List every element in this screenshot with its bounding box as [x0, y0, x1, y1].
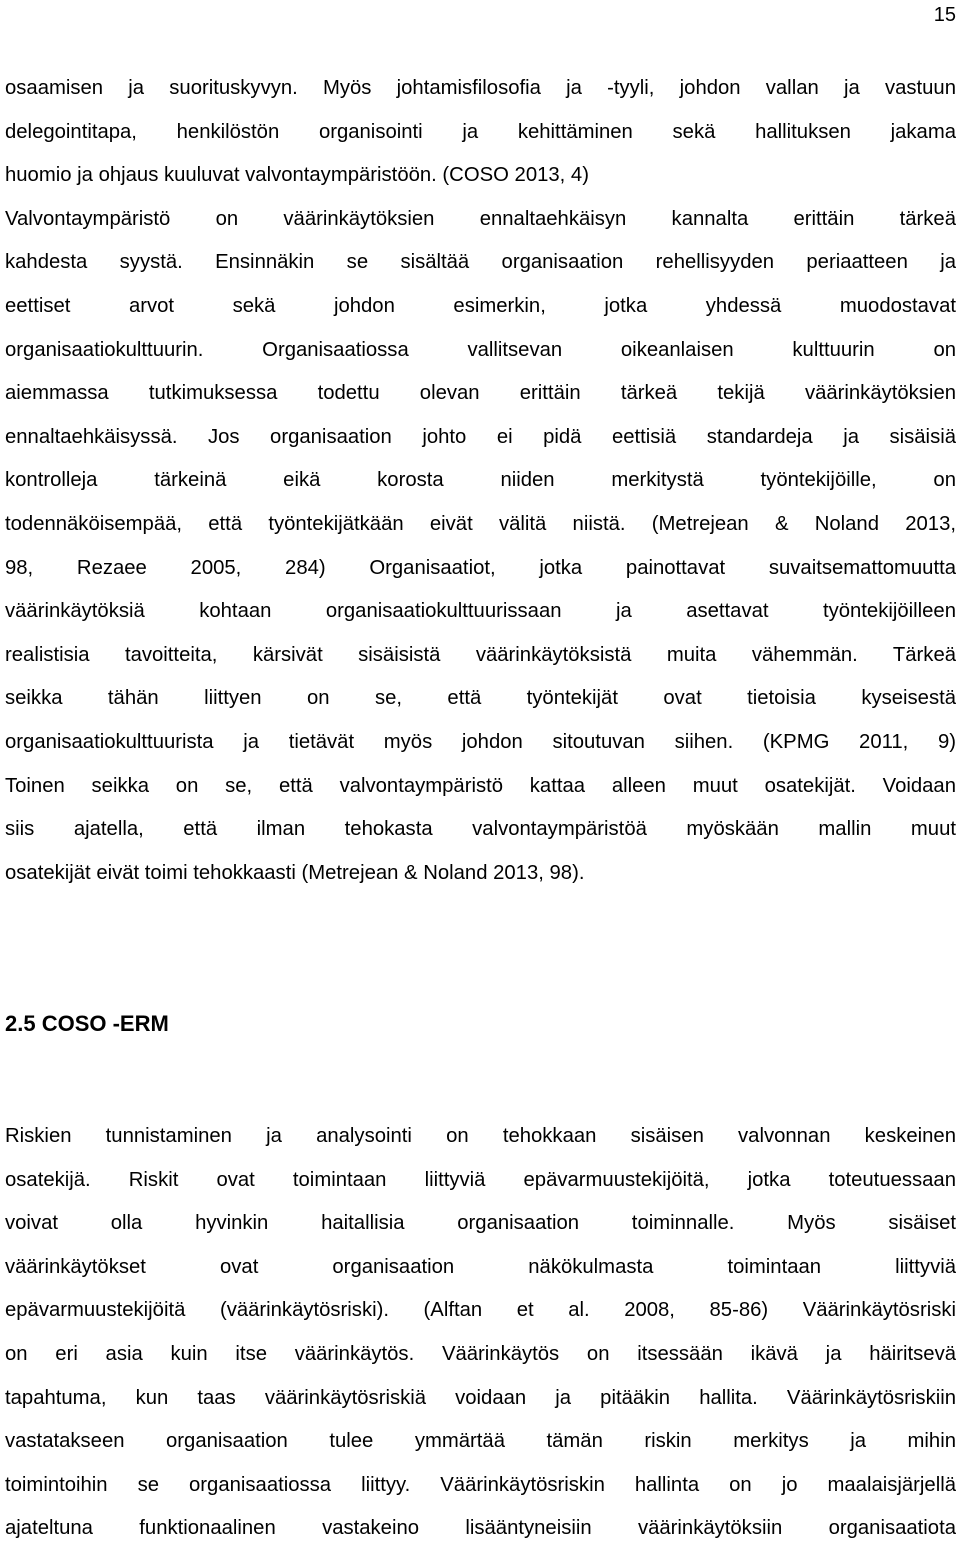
text-line: kontrolleja tärkeinä eikä korosta niiden merkitystä työntekijöille, on	[5, 469, 956, 492]
text-line: osatekijät eivät toimi tehokkaasti (Metrejean & Noland 2013, 98).	[5, 861, 585, 884]
text-line: delegointitapa, henkilöstön organisointi ja kehittäminen sekä hallituksen jakama	[5, 120, 956, 143]
body-text-upper	[5, 67, 956, 895]
text-line: väärinkäytökset ovat organisaation näkökulmasta toimintaan liittyviä	[5, 1255, 956, 1278]
paragraph-2	[5, 198, 956, 896]
text-line: huomio ja ohjaus kuuluvat valvontaympäristöön. (COSO 2013, 4)	[5, 164, 589, 187]
body-text-lower	[5, 1115, 956, 1551]
text-line: ennaltaehkäisyssä. Jos organisaation johto ei pidä eettisiä standardeja ja sisäisiä	[5, 425, 956, 448]
text-line: osatekijä. Riskit ovat toimintaan liittyviä epävarmuustekijöitä, jotka toteutuessaan	[5, 1168, 956, 1191]
text-line: aiemmassa tutkimuksessa todettu olevan erittäin tärkeä tekijä väärinkäytöksien	[5, 382, 956, 405]
text-line: ajateltuna funktionaalinen vastakeino lisääntyneisiin väärinkäytöksiin organisaatiota	[5, 1517, 956, 1540]
paragraph-1	[5, 67, 956, 198]
text-line: voivat olla hyvinkin haitallisia organisaation toiminnalle. Myös sisäiset	[5, 1212, 956, 1235]
text-line: Toinen seikka on se, että valvontaympäristö kattaa alleen muut osatekijät. Voidaan	[5, 774, 956, 797]
text-line: kahdesta syystä. Ensinnäkin se sisältää organisaation rehellisyyden periaatteen ja	[5, 251, 956, 274]
text-line: Valvontaympäristö on väärinkäytöksien ennaltaehkäisyn kannalta erittäin tärkeä	[5, 207, 956, 230]
text-line: vastatakseen organisaation tulee ymmärtää tämän riskin merkitys ja mihin	[5, 1430, 956, 1453]
text-line: epävarmuustekijöitä (väärinkäytösriski). (Alftan et al. 2008, 85-86) Väärinkäytösriski	[5, 1299, 956, 1322]
text-line: tapahtuma, kun taas väärinkäytösriskiä voidaan ja pitääkin hallita. Väärinkäytösriskiin	[5, 1386, 956, 1409]
section-heading: 2.5 COSO -ERM	[5, 1011, 169, 1036]
text-line: organisaatiokulttuurin. Organisaatiossa vallitsevan oikeanlaisen kulttuurin on	[5, 338, 956, 361]
page-number: 15	[933, 4, 956, 26]
text-line: väärinkäytöksiä kohtaan organisaatiokulttuurissaan ja asettavat työntekijöilleen	[5, 600, 956, 623]
text-line: todennäköisempää, että työntekijätkään eivät välitä niistä. (Metrejean & Noland 2013,	[5, 512, 956, 535]
text-line: Riskien tunnistaminen ja analysointi on tehokkaan sisäisen valvonnan keskeinen	[5, 1125, 956, 1147]
text-line: siis ajatella, että ilman tehokasta valvontaympäristöä myöskään mallin muut	[5, 818, 956, 841]
text-line: seikka tähän liittyen on se, että työntekijät ovat tietoisia kyseisestä	[5, 687, 956, 710]
text-line: on eri asia kuin itse väärinkäytös. Väärinkäytös on itsessään ikävä ja häiritsevä	[5, 1342, 956, 1365]
text-line: organisaatiokulttuurista ja tietävät myös johdon sitoutuvan siihen. (KPMG 2011, 9)	[5, 730, 956, 753]
text-line: eettiset arvot sekä johdon esimerkin, jotka yhdessä muodostavat	[5, 294, 956, 317]
text-line: toimintoihin se organisaatiossa liittyy. Väärinkäytösriskin hallinta on jo maalaisjärjellä	[5, 1473, 956, 1496]
text-line: 98, Rezaee 2005, 284) Organisaatiot, jotka painottavat suvaitsemattomuutta	[5, 556, 956, 579]
text-line: realistisia tavoitteita, kärsivät sisäisistä väärinkäytöksistä muita vähemmän. Tärkeä	[5, 643, 956, 666]
text-line: osaamisen ja suorituskyvyn. Myös johtamisfilosofia ja -tyyli, johdon vallan ja vastuun	[5, 77, 956, 99]
paragraph-3	[5, 1115, 956, 1551]
